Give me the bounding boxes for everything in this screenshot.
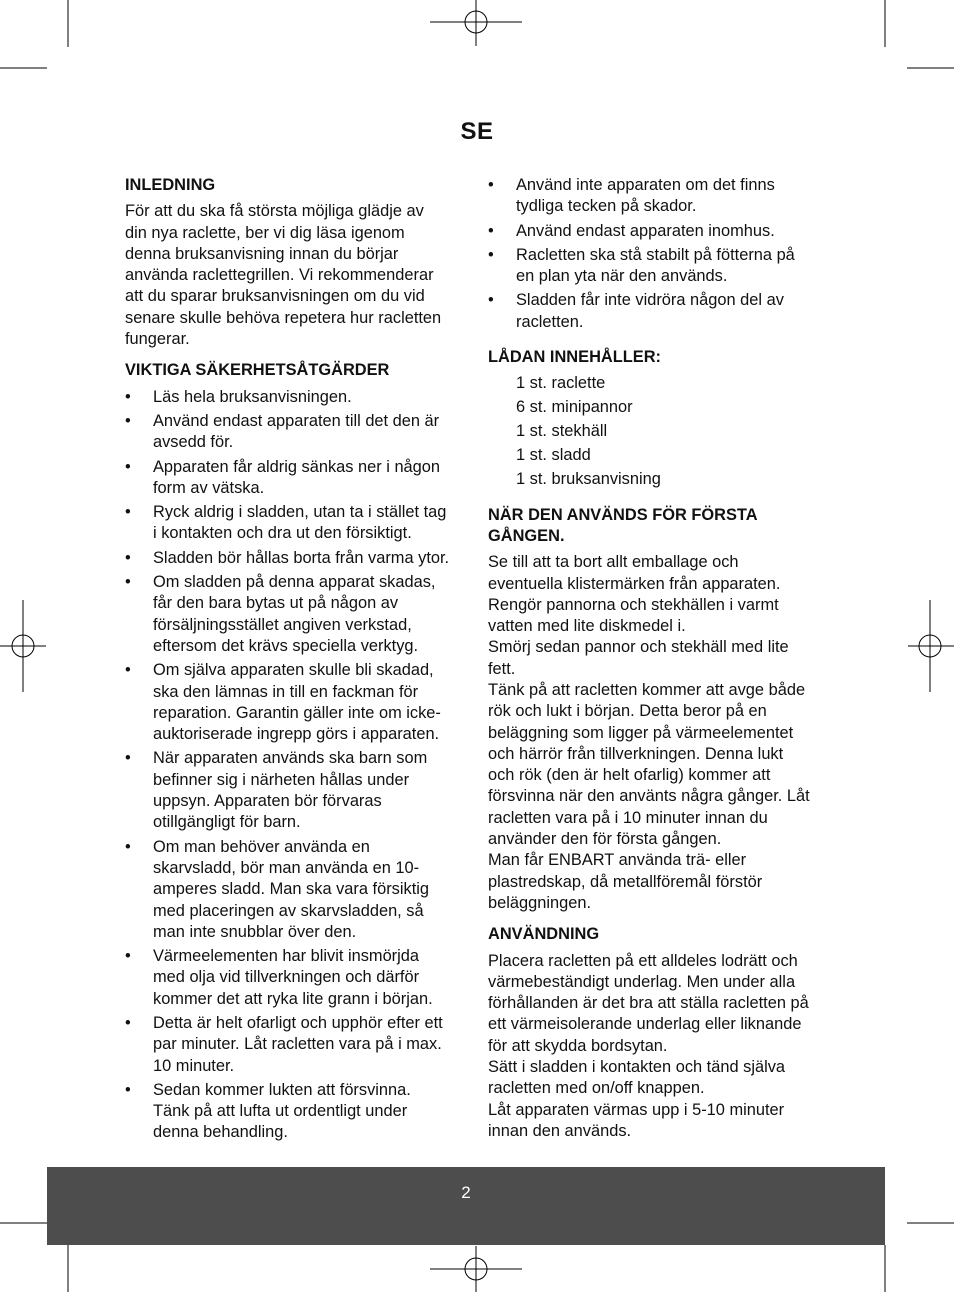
safety-heading: VIKTIGA SÄKERHETSÅTGÄRDER [125, 361, 390, 380]
footer-bar [47, 1167, 885, 1245]
safety-item: • Detta är helt ofarligt och upphör efter ett par minuter. Låt racletten vara på i max. 10 minuter. [125, 1013, 467, 1077]
contents-heading: LÅDAN INNEHÅLLER: [488, 348, 661, 367]
page-number: 2 [461, 1183, 471, 1202]
contents-item: 1 st. stekhäll [516, 422, 608, 441]
safety-item: • Värmeelementen har blivit insmörjda med olja vid tillverkningen och därför kommer det att ryka lite grann i början. [125, 946, 467, 1010]
safety-item: • Om sladden på denna apparat skadas, får den bara bytas ut på någon av försäljningsstället angiven verkstad, eftersom det krävs speciella verktyg. [125, 572, 467, 657]
safety-item: • Använd endast apparaten inomhus. [488, 221, 833, 242]
contents-item: 6 st. minipannor [516, 398, 633, 417]
safety-list [125, 387, 467, 1144]
safety-item: • Apparaten får aldrig sänkas ner i någon form av vätska. [125, 457, 467, 500]
safety-item: • Läs hela bruksanvisningen. [125, 387, 467, 408]
safety-item: • Om själva apparaten skulle bli skadad, ska den lämnas in till en fackman för reparation. Garantin gäller inte om icke- auktoriserade ingrepp görs i apparaten. [125, 660, 467, 745]
contents-item: 1 st. sladd [516, 446, 591, 465]
first-use-heading: NÄR DEN ANVÄNDS FÖR FÖRSTA GÅNGEN. [488, 505, 758, 545]
contents-item: 1 st. bruksanvisning [516, 470, 661, 489]
safety-item: • Använd inte apparaten om det finns tydliga tecken på skador. [488, 175, 833, 218]
safety-item: • Sladden får inte vidröra någon del av racletten. [488, 290, 833, 333]
intro-heading: INLEDNING [125, 176, 216, 194]
left-column [125, 175, 467, 1154]
safety-item: • Sladden bör hållas borta från varma ytor. [125, 548, 467, 569]
usage-heading: ANVÄNDNING [488, 925, 600, 944]
safety-list-continued [488, 175, 833, 333]
safety-item: • Ryck aldrig i sladden, utan ta i stället tag i kontakten och dra ut den försiktigt. [125, 502, 467, 545]
intro-text: För att du ska få största möjliga glädje av din nya raclette, ber vi dig läsa igenom denna bruksanvisning innan du börjar använda raclettegrillen. Vi rekommenderar att du sparar bruksanvisningen om du vid senare skulle behöva repetera hur racletten fungerar. [125, 202, 442, 349]
safety-item: • Använd endast apparaten till det den är avsedd för. [125, 411, 467, 454]
safety-item: • Racletten ska stå stabilt på fötterna på en plan yta när den används. [488, 245, 833, 288]
safety-item: • Sedan kommer lukten att försvinna. Tänk på att lufta ut ordentligt under denna behandling. [125, 1080, 467, 1144]
contents-item: 1 st. raclette [516, 374, 606, 393]
safety-item: • När apparaten används ska barn som befinner sig i närheten hållas under uppsyn. Apparaten bör förvaras otillgängligt för barn. [125, 748, 467, 833]
right-column [488, 175, 833, 1152]
first-use-text: Se till att ta bort allt emballage och eventuella klistermärken från apparaten. Rengör pannorna och stekhällen i varmt vatten med lite diskmedel i. Smörj sedan pannor och stekhäll med lite fett. Tänk på att racletten kommer att avge både rök och lukt i början. Detta beror på en beläggning som ligger på värmeelementet och härrör från tillverkningen. Denna lukt och rök (den är helt ofarlig) kommer att försvinna när den använts några gånger. Låt racletten vara på i 10 minuter innan du använder den för första gången. Man får ENBART använda trä- eller plastredskap, då metallföremål förstör beläggningen. [488, 553, 810, 912]
language-label: SE [460, 118, 494, 145]
safety-item: • Om man behöver använda en skarvsladd, bör man använda en 10- amperes sladd. Man ska vara försiktig med placeringen av skarvsladden, så man inte snubblar över den. [125, 837, 467, 943]
usage-text: Placera racletten på ett alldeles lodrätt och värmebeständigt underlag. Men under alla förhållanden är det bra att ställa racletten på ett värmeisolerande underlag eller liknande för att skydda bordsytan. Sätt i sladden i kontakten och tänd själva racletten med on/off knappen. Låt apparaten värmas upp i 5-10 minuter innan den används. [488, 951, 809, 1140]
contents-list [488, 373, 833, 490]
